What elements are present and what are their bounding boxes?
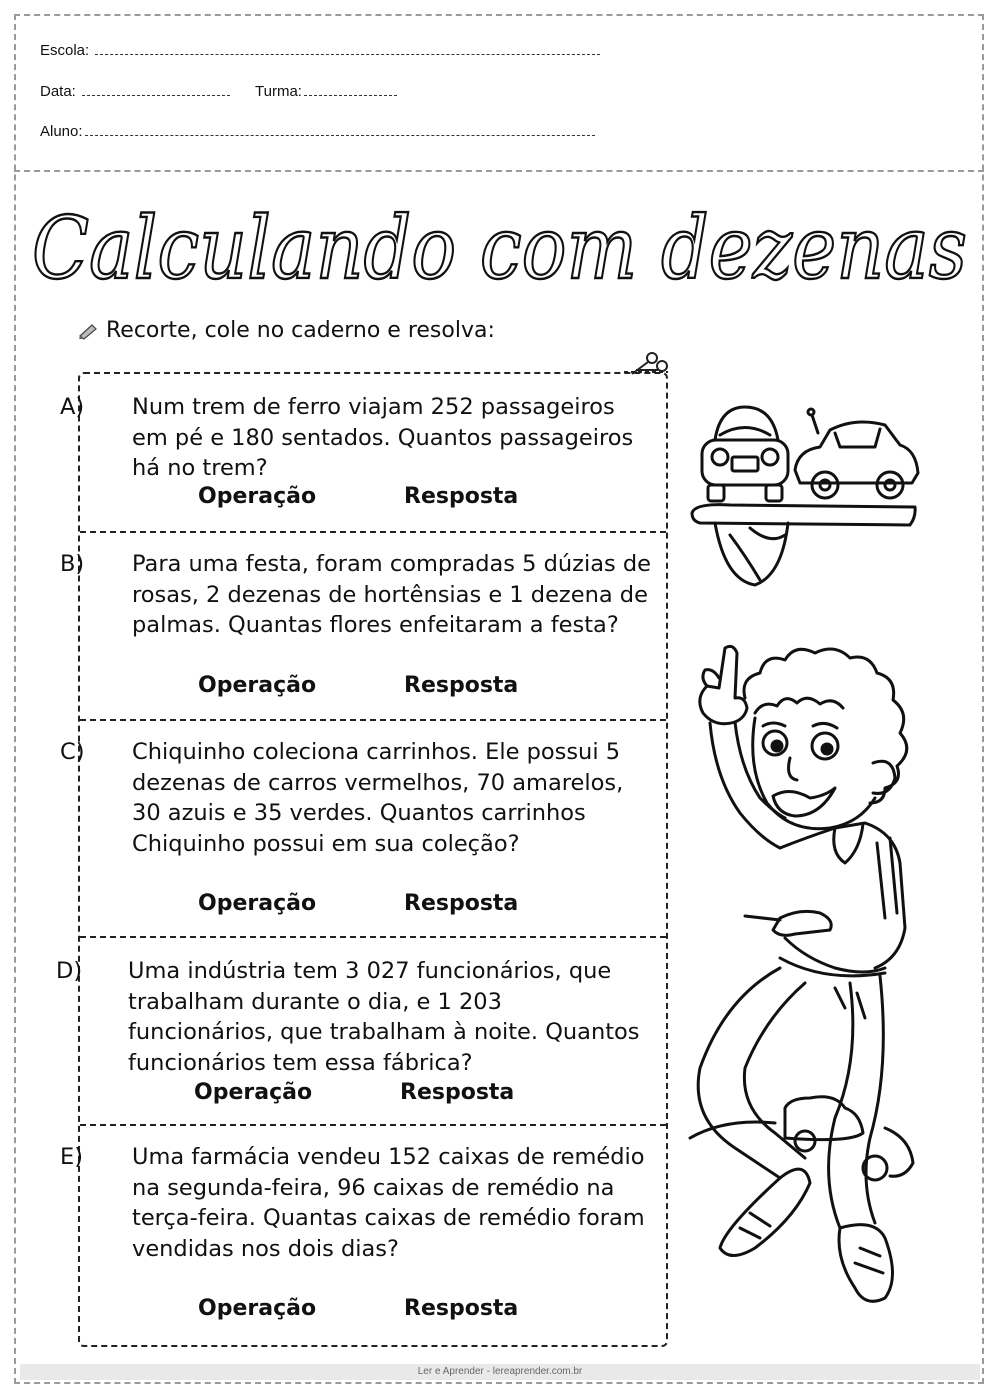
operation-label: Operação	[198, 673, 317, 698]
question-b	[60, 531, 666, 719]
school-field[interactable]	[40, 42, 600, 59]
question-letter: E)	[60, 1144, 83, 1170]
question-body: Chiquinho coleciona carrinhos. Ele possui 5 dezenas de carros vermelhos, 70 amarelos, 30 azuis e 35 verdes. Quantos carrinhos Chiquinho possui em sua coleção?	[132, 739, 624, 857]
question-letter: B)	[60, 551, 85, 577]
operation-label: Operação	[198, 891, 317, 916]
pencil-icon	[78, 320, 100, 340]
date-label: Data:	[40, 83, 76, 100]
question-c	[60, 719, 666, 936]
school-line[interactable]	[95, 44, 600, 55]
title-text: Calculando com dezenas	[32, 199, 967, 299]
instruction	[78, 318, 495, 343]
question-a	[60, 374, 666, 531]
school-label: Escola:	[40, 42, 90, 59]
question-body: Para uma festa, foram compradas 5 dúzias de rosas, 2 dezenas de hortênsias e 1 dezena de palmas. Quantas flores enfeitaram a festa?	[132, 551, 652, 638]
footer: Ler e Aprender - lereaprender.com.br	[20, 1364, 980, 1380]
operation-label: Operação	[198, 1296, 317, 1321]
toy-cars-illustration	[690, 395, 920, 595]
student-field[interactable]	[40, 123, 595, 140]
answer-label: Resposta	[404, 891, 519, 916]
instruction-text: Recorte, cole no caderno e resolva:	[106, 318, 495, 343]
boy-illustration	[685, 638, 945, 1328]
question-letter: D)	[56, 958, 83, 984]
student-label: Aluno:	[40, 123, 83, 140]
question-e-text	[60, 1142, 654, 1264]
answer-label: Resposta	[404, 484, 519, 509]
class-label: Turma:	[255, 83, 302, 100]
date-line[interactable]	[82, 85, 230, 96]
question-b-text	[60, 549, 654, 641]
operation-label: Operação	[194, 1080, 313, 1105]
question-body: Num trem de ferro viajam 252 passageiros em pé e 180 sentados. Quantos passageiros há no trem?	[132, 394, 634, 481]
question-letter: A)	[60, 394, 85, 420]
question-body: Uma farmácia vendeu 152 caixas de remédio na segunda-feira, 96 caixas de remédio na terça-feira. Quantas caixas de remédio foram vendidas nos dois dias?	[132, 1144, 645, 1262]
question-c-text	[60, 737, 654, 859]
class-line[interactable]	[304, 85, 397, 96]
answer-label: Resposta	[404, 1296, 519, 1321]
answer-label: Resposta	[404, 673, 519, 698]
date-field[interactable]	[40, 83, 230, 100]
question-d-text	[56, 956, 654, 1078]
student-line[interactable]	[85, 125, 595, 136]
question-letter: C)	[60, 739, 85, 765]
question-body: Uma indústria tem 3 027 funcionários, que trabalham durante o dia, e 1 203 funcionários, que trabalham à noite. Quantos funcionários tem essa fábrica?	[128, 958, 640, 1076]
class-field[interactable]	[255, 83, 397, 100]
question-d	[56, 936, 666, 1124]
answer-label: Resposta	[400, 1080, 515, 1105]
page-title	[30, 192, 980, 312]
header-separator	[14, 170, 984, 172]
exercise-box	[56, 372, 668, 1347]
question-e	[60, 1124, 666, 1346]
operation-label: Operação	[198, 484, 317, 509]
question-a-text	[60, 392, 654, 484]
